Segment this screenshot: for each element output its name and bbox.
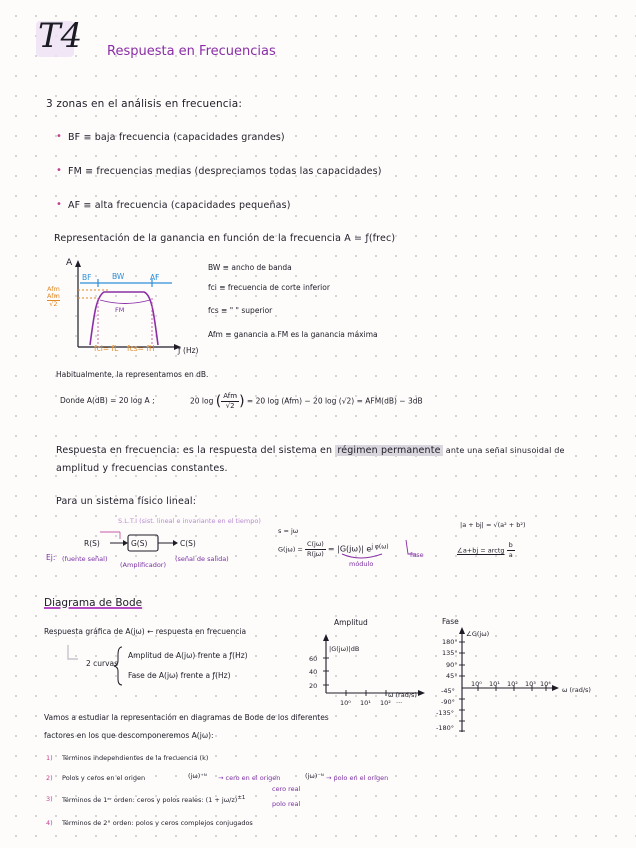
curve-phase: Fase de A(jω) frente a ƒ(Hz) bbox=[128, 671, 231, 680]
graph-x-label: ƒ (Hz) bbox=[178, 346, 199, 355]
bullet-fm: FM ≡ frecuencias medias (despreciamos todas las capacidades) bbox=[68, 166, 382, 177]
block-input: R(S) bbox=[84, 539, 100, 548]
zone-af-label: AF bbox=[150, 273, 160, 282]
curve-amplitude: Amplitud de A(jω) frente a ƒ(Hz) bbox=[128, 651, 248, 660]
db-note: Habitualmente, la representamos en dB. bbox=[56, 370, 209, 379]
legend-bw: BW ≡ ancho de banda bbox=[208, 263, 292, 272]
intro-heading: 3 zonas en el análisis en frecuencia: bbox=[46, 98, 243, 110]
bode-definition: Respuesta gráfica de A(jω) ← respuesta en frecuencia bbox=[44, 627, 247, 636]
output-caption: (señal de salida) bbox=[175, 555, 229, 563]
block-g: G(S) bbox=[131, 539, 148, 548]
freq-response-line2: amplitud y frecuencias constantes. bbox=[56, 463, 228, 474]
block-output: C(S) bbox=[180, 539, 196, 548]
phase-y-tick-neg: -180° bbox=[436, 724, 455, 732]
complex-argument: ∠a+bj = arctg $\frac{b}{a}$ bbox=[457, 541, 513, 559]
amp-y-label: |G(jω)|dB bbox=[329, 645, 360, 653]
phase-y-tick-pos: 90° bbox=[446, 661, 458, 669]
phase-x-tick: 10⁰ bbox=[471, 680, 482, 688]
fci-label: fci= fL bbox=[94, 344, 119, 353]
bullet-dot: • bbox=[56, 131, 62, 142]
factor-number: 2) bbox=[46, 774, 53, 782]
amp-x-label: ω (rad/s) bbox=[388, 691, 417, 699]
example-label: Ej: bbox=[46, 553, 56, 562]
amp-y-tick-40: 40 bbox=[309, 668, 318, 676]
phase-y-tick-pos: 45° bbox=[446, 672, 458, 680]
legend-fcs: fcs ≡ " " superior bbox=[208, 306, 273, 315]
formula-afm-db: 20 log ( $\frac{\text{Afm}}{√2}$ ) = 20 log (Afm) − 20 log (√2) = AFM(dB) − 3dB bbox=[190, 392, 423, 410]
fm-label: FM bbox=[115, 306, 125, 314]
phase-caption: fase bbox=[410, 551, 424, 559]
complex-modulus: |a + bj| = √(a² + b²) bbox=[460, 521, 526, 529]
input-caption: (fuente señal) bbox=[62, 555, 108, 563]
afm-sqrt2-label: Afm √2 bbox=[47, 292, 60, 308]
phase-y-tick-neg: -90° bbox=[441, 698, 455, 706]
amp-x-ellipsis: ... bbox=[396, 697, 403, 705]
factor-4: Términos de 2° orden: polos y ceros complejos conjugados bbox=[62, 819, 253, 827]
phase-y-tick-neg: -45° bbox=[441, 687, 455, 695]
amp-chart-title: Amplitud bbox=[334, 618, 368, 627]
system-line: Para un sistema físico lineal: bbox=[56, 496, 197, 507]
amp-x-tick: 10⁰ bbox=[340, 699, 351, 707]
fcs-label: fcs= fH bbox=[127, 344, 155, 353]
factor-2-pole-note: → polo en el origen bbox=[326, 774, 389, 782]
phase-x-tick: 10⁴ bbox=[540, 680, 551, 688]
formula-db-def: Donde A(dB) = 20 log A ; bbox=[60, 396, 155, 405]
study-line1: Vamos a estudiar la representación en diagramas de Bode de los diferentes bbox=[44, 713, 329, 722]
modulo-caption: módulo bbox=[349, 560, 374, 568]
bullet-dot: • bbox=[56, 199, 62, 210]
t4-mark: T4 bbox=[38, 16, 83, 56]
factor-number: 1) bbox=[46, 754, 53, 762]
graph-y-label: A bbox=[66, 258, 73, 268]
bullet-bf: BF ≡ baja frecuencia (capacidades grandes) bbox=[68, 132, 285, 143]
phase-x-tick: 10¹ bbox=[489, 680, 500, 688]
afm-label: Afm bbox=[47, 285, 60, 293]
factor-2: Polos y ceros en el origen bbox=[62, 774, 146, 782]
freq-response-line1: Respuesta en frecuencia: es la respuesta del sistema en régimen permanente ante una señal sinusoidal de bbox=[56, 445, 565, 456]
phase-y-tick-neg: -135° bbox=[436, 709, 455, 717]
phase-x-tick: 10² bbox=[507, 680, 518, 688]
phase-y-tick-pos: 135° bbox=[442, 649, 458, 657]
factor-number: 4) bbox=[46, 819, 53, 827]
amp-y-tick-60: 60 bbox=[309, 655, 318, 663]
amp-y-tick-20: 20 bbox=[309, 682, 318, 690]
two-curves-label: 2 curvas bbox=[86, 659, 119, 668]
factor-2-zero-term: (jω)⁺ᴺ bbox=[188, 772, 207, 780]
s-jw-eq: s = jω bbox=[278, 527, 299, 535]
zone-bf-label: BF bbox=[82, 273, 92, 282]
page-title: Respuesta en Frecuencias bbox=[107, 44, 276, 59]
factor-number: 3) bbox=[46, 795, 53, 803]
g-jw-eq: G(jω) = $\frac{C(j\omega)}{R(j\omega)}$ = |G(jω)| $e^{j \varphi(\omega)}$ bbox=[278, 540, 389, 558]
factor-3-zero-note: cero real bbox=[272, 785, 301, 793]
bode-title: Diagrama de Bode bbox=[44, 597, 143, 609]
legend-fci: fci ≡ frecuencia de corte inferior bbox=[208, 283, 330, 292]
representation-heading: Representación de la ganancia en función de la frecuencia A = ƒ(frec) bbox=[54, 233, 396, 244]
factor-1: Términos independientes de la frecuencia (k) bbox=[62, 754, 209, 762]
amp-x-tick: 10¹ bbox=[360, 699, 371, 707]
study-line2: factores en los que descomponeremos A(jω): bbox=[44, 731, 214, 740]
lti-note: S.L.T.I (sist. lineal e invariante en el tiempo) bbox=[118, 517, 261, 525]
phase-chart-title: Fase bbox=[442, 617, 459, 626]
factor-3: Términos de 1ᵉʳ orden: ceros y polos reales: $(1 + j\omega/z)^{\pm 1}$ bbox=[62, 795, 246, 805]
amplifier-caption: (Amplificador) bbox=[120, 561, 167, 569]
phase-y-label: ∠G(jω) bbox=[466, 630, 490, 638]
bullet-af: AF ≡ alta frecuencia (capacidades pequeñas) bbox=[68, 200, 291, 211]
factor-2-zero-note: → cero en el origen bbox=[218, 774, 281, 782]
phase-x-tick: 10³ bbox=[525, 680, 536, 688]
factor-3-pole-note: polo real bbox=[272, 800, 301, 808]
amp-x-tick: 10² bbox=[380, 699, 391, 707]
bullet-dot: • bbox=[56, 165, 62, 176]
zone-bw-label: BW bbox=[112, 272, 125, 281]
factor-2-pole-term: (jω)⁻ᴺ bbox=[305, 772, 324, 780]
phase-x-label: ω (rad/s) bbox=[562, 686, 591, 694]
legend-afm: Afm ≡ ganancia a FM es la ganancia máxima bbox=[208, 330, 378, 339]
phase-y-tick-pos: 180° bbox=[442, 638, 458, 646]
